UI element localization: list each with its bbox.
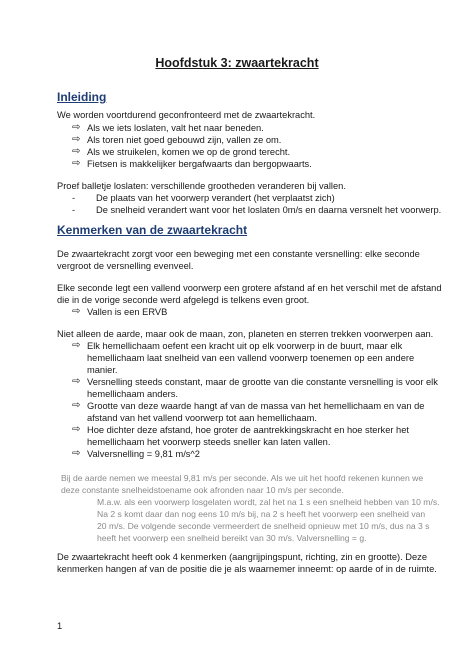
arrow-icon: ⇨	[72, 424, 81, 435]
list-item-text: Vallen is een ERVB	[87, 307, 168, 317]
arrow-icon: ⇨	[72, 376, 81, 387]
arrow-icon: ⇨	[72, 306, 81, 317]
section-heading-kenmerken: Kenmerken van de zwaartekracht	[57, 223, 248, 237]
note-line: heeft het voorwerp een snelheid bereikt van 30 m/s. Valversnelling = g.	[97, 533, 367, 543]
arrow-icon: ⇨	[72, 400, 81, 411]
paragraph-line: vergroot de versnelling evenveel.	[57, 261, 194, 271]
paragraph-line: De zwaartekracht zorgt voor een beweging met een constante versnelling: elke seconde	[57, 249, 420, 259]
arrow-icon: ⇨	[72, 146, 81, 157]
list-item-text: Valversnelling = 9,81 m/s^2	[87, 449, 200, 459]
list-item-text: hemellichaam anders.	[87, 389, 178, 399]
note-line: Bij de aarde nemen we meestal 9,81 m/s per seconde. Als we uit het hoofd rekenen kunnen we	[61, 473, 424, 483]
arrow-icon: ⇨	[72, 340, 81, 351]
arrow-icon: ⇨	[72, 134, 81, 145]
note-line: M.a.w. als een voorwerp losgelaten wordt, zal het na 1 s een snelheid hebben van 10 m/s.	[97, 497, 440, 507]
list-item-text: Versnelling steeds constant, maar de grootte van die constante versnelling is voor elk	[87, 377, 438, 387]
proef-text: Proef balletje loslaten: verschillende grootheden veranderen bij vallen.	[57, 181, 346, 191]
list-item-text: Grootte van deze waarde hangt af van de massa van het hemellichaam en van de	[87, 401, 425, 411]
list-item-text: afstand van het vallend voorwerp tot aan hemellichaam.	[87, 413, 317, 423]
list-item-text: Hoe dichter deze afstand, hoe groter de aantrekkingskracht en hoe sterker het	[87, 425, 409, 435]
list-item-text: Als we struikelen, komen we op de grond terecht.	[87, 147, 291, 157]
page-title: Hoofdstuk 3: zwaartekracht	[155, 56, 319, 70]
note-line: Na 2 s komt daar dan nog eens 10 m/s bij, na 2 s heeft het voorwerp een snelheid van	[97, 509, 426, 519]
list-item-text: De snelheid verandert want voor het loslaten 0m/s en daarna versnelt het voorwerp.	[96, 205, 442, 215]
arrow-icon: ⇨	[72, 122, 81, 133]
paragraph-line: Elke seconde legt een vallend voorwerp een grotere afstand af en het verschil met de afstand	[57, 283, 442, 293]
list-item-text: hemellichaam laat snelheid van een vallend voorwerp toenemen op een andere	[87, 353, 415, 363]
paragraph-line: die in de vorige seconde werd afgelegd is telkens even groot.	[57, 295, 310, 305]
page-number: 1	[57, 621, 63, 631]
paragraph-line: De zwaartekracht heeft ook 4 kenmerken (aangrijpingspunt, richting, zin en grootte). Deze	[57, 552, 428, 562]
list-item-text: manier.	[87, 365, 118, 375]
paragraph-line: kenmerken hangen af van de positie die je als waarnemer inneemt: op aarde of in de ruimte.	[57, 564, 437, 574]
list-item-text: Als toren niet goed gebouwd zijn, vallen ze om.	[87, 135, 282, 145]
paragraph-line: Niet alleen de aarde, maar ook de maan, zon, planeten en sterren trekken voorwerpen aan.	[57, 329, 434, 339]
list-item-text: Elk hemellichaam oefent een kracht uit op elk voorwerp in de buurt, maar elk	[87, 341, 403, 351]
section-heading-inleiding: Inleiding	[57, 90, 107, 104]
list-item-text: hemellichaam het voorwerp steeds sneller kan laten vallen.	[87, 437, 331, 447]
list-item-text: De plaats van het voorwerp verandert (het verplaatst zich)	[96, 193, 335, 203]
note-line: deze constante snelheidstoename ook afronden naar 10 m/s per seconde.	[61, 485, 344, 495]
arrow-icon: ⇨	[72, 158, 81, 169]
arrow-icon: ⇨	[72, 448, 81, 459]
list-item-text: Fietsen is makkelijker bergafwaarts dan bergopwaarts.	[87, 159, 312, 169]
document-page: Hoofdstuk 3: zwaartekracht Inleiding We worden voortdurend geconfronteerd met de zwaartekracht. ⇨ Als we iets loslaten, valt het naar beneden. ⇨ Als toren niet goed gebouwd zijn, vallen ze om. ⇨ Als we struikelen, komen we op de grond terecht. ⇨ Fietsen is makkelijker bergafwaarts dan bergopwaarts. Proef balletje loslaten: verschillende grootheden veranderen bij vallen. - De plaats van het voorwerp verandert (het verplaatst zich) - De snelheid verandert want voor het loslaten 0m/s en daarna versnelt het voorwerp. Kenmerken van de zwaartekracht De zwaartekracht zorgt voor een beweging met een constante versnelling: elke seconde vergroot de versnelling evenveel. Elke seconde legt een vallend voorwerp een grotere afstand af en het verschil met de afstand die in de vorige seconde werd afgelegd is telkens even groot. ⇨ Vallen is een ERVB Niet alleen de aarde, maar ook de maan, zon, planeten en sterren trekken voorwerpen aan. ⇨ Elk hemellichaam oefent een kracht uit op elk voorwerp in de buurt, maar elk hemellichaam laat snelheid van een vallend voorwerp toenemen op een andere manier. ⇨ Versnelling steeds constant, maar de grootte van die constante versnelling is voor elk hemellichaam anders. ⇨ Grootte van deze waarde hangt af van de massa van het hemellichaam en van de afstand van het vallend voorwerp tot aan hemellichaam. ⇨ Hoe dichter deze afstand, hoe groter de aantrekkingskracht en hoe sterker het hemellichaam het voorwerp steeds sneller kan laten vallen. ⇨ Valversnelling = 9,81 m/s^2 Bij de aarde nemen we meestal 9,81 m/s per seconde. Als we uit het hoofd rekenen kunnen we deze constante snelheidstoename ook afronden naar 10 m/s per seconde. M.a.w. als een voorwerp losgelaten wordt, zal het na 1 s een snelheid hebben van 10 m/s. Na 2 s komt daar dan nog eens 10 m/s bij, na 2 s heeft het voorwerp een snelheid van 20 m/s. De volgende seconde vermeerdert de snelheid opnieuw met 10 m/s, dus na 3 s heeft het voorwerp een snelheid bereikt van 30 m/s. Valversnelling = g. De zwaartekracht heeft ook 4 kenmerken (aangrijpingspunt, richting, zin en grootte). Deze kenmerken hangen af van de positie die je als waarnemer inneemt: op aarde of in de ruimte. 1	[0, 0, 474, 670]
intro-text: We worden voortdurend geconfronteerd met de zwaartekracht.	[57, 110, 316, 120]
note-line: 20 m/s. De volgende seconde vermeerdert de snelheid opnieuw met 10 m/s, dus na 3 s	[97, 521, 430, 531]
list-item-text: Als we iets loslaten, valt het naar beneden.	[87, 123, 264, 133]
